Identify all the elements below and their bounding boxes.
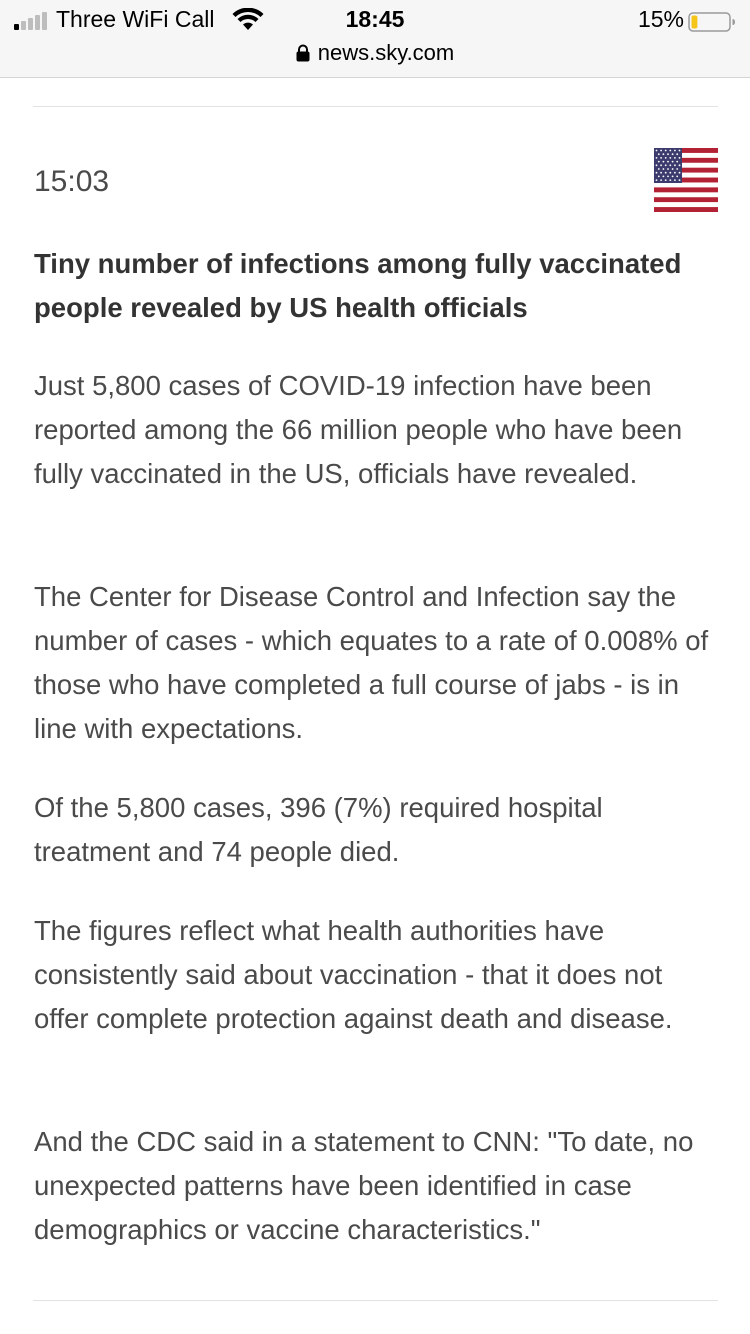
status-bar bbox=[0, 6, 750, 36]
post-paragraph-3: Of the 5,800 cases, 396 (7%) required hospital treatment and 74 people died. bbox=[34, 792, 603, 867]
status-time: 18:45 bbox=[345, 6, 405, 32]
divider-bottom bbox=[33, 1300, 718, 1301]
post-paragraph-4: The figures reflect what health authorities have consistently said about vaccination - that it does not offer complete protection against death and disease. bbox=[34, 915, 673, 1034]
lock-icon bbox=[296, 44, 310, 62]
post-paragraph-5: And the CDC said in a statement to CNN: "To date, no unexpected patterns have been identified in case demographics or vaccine characteristics." bbox=[34, 1126, 694, 1245]
battery-icon bbox=[688, 12, 736, 32]
post-paragraph-2: The Center for Disease Control and Infection say the number of cases - which equates to a rate of 0.008% of those who have completed a full course of jabs - is in line with expectations. bbox=[34, 581, 709, 744]
carrier-name: Three WiFi Call bbox=[56, 6, 215, 32]
post-paragraph-1: Just 5,800 cases of COVID-19 infection have been reported among the 66 million people who have been fully vaccinated in the US, officials have revealed. bbox=[34, 370, 683, 489]
address-url: news.sky.com bbox=[317, 40, 455, 65]
address-bar[interactable] bbox=[0, 40, 750, 70]
browser-top-bar bbox=[0, 0, 750, 78]
post-headline: Tiny number of infections among fully vaccinated people revealed by US health officials bbox=[34, 248, 682, 323]
battery-percent: 15% bbox=[637, 6, 684, 32]
post-timestamp: 15:03 bbox=[34, 165, 110, 198]
divider-top bbox=[33, 106, 718, 107]
us-flag-icon bbox=[654, 148, 718, 212]
